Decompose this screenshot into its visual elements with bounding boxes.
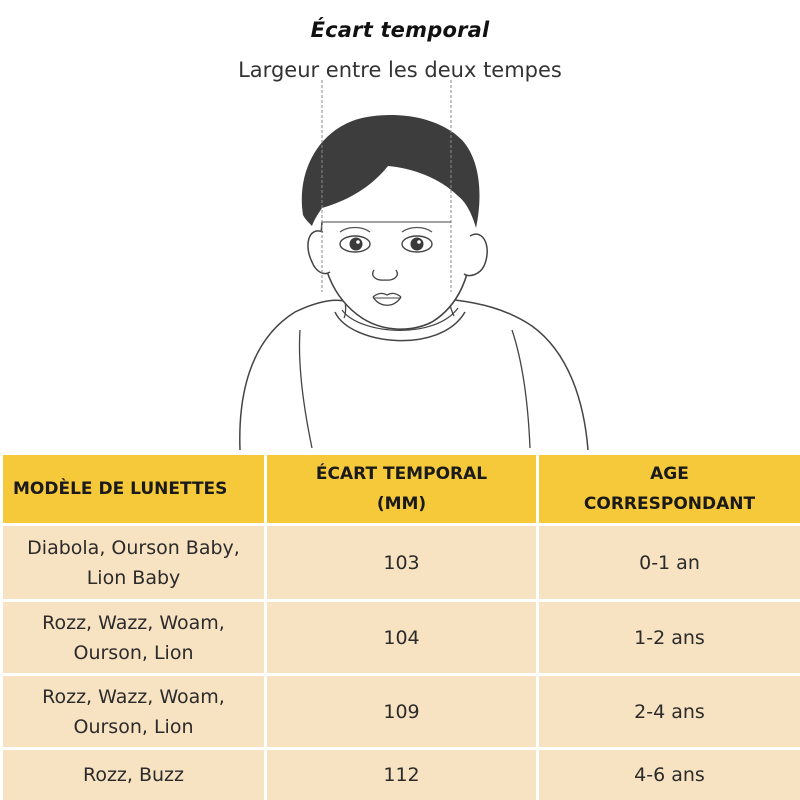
model-text: Rozz, Wazz, Woam,: [42, 685, 225, 708]
table-row: [2, 749, 800, 800]
header-age-label: AGE: [650, 464, 689, 484]
mm-cell: 109: [266, 675, 538, 749]
sweater-outline: [240, 300, 352, 450]
right-pupil: [411, 238, 424, 251]
age-cell: 2-4 ans: [538, 675, 800, 749]
sweater-outline-right: [455, 300, 588, 450]
right-eye-glint: [417, 240, 421, 244]
model-cell: [2, 601, 266, 675]
table-row: [2, 525, 800, 601]
size-table: [0, 452, 800, 800]
table-header-row: [2, 454, 800, 525]
left-eye-glint: [356, 240, 360, 244]
header-age-label-2: CORRESPONDANT: [583, 494, 756, 514]
age-cell: 4-6 ans: [538, 749, 800, 800]
header-temporal-label: ÉCART TEMPORAL: [315, 464, 488, 484]
model-text: Rozz, Wazz, Woam,: [42, 611, 225, 634]
table-row: [2, 601, 800, 675]
model-text: Ourson, Lion: [73, 715, 194, 738]
sweater-left-sleeve: [300, 330, 313, 448]
table-row: [2, 675, 800, 749]
model-text: Rozz, Buzz: [82, 764, 185, 786]
model-cell: [2, 675, 266, 749]
model-cell: [2, 749, 266, 800]
model-text: Diabola, Ourson Baby,: [27, 536, 240, 559]
model-text: Ourson, Lion: [73, 641, 194, 664]
page-subtitle: Largeur entre les deux tempes: [238, 58, 562, 82]
header-model-label: MODÈLE DE LUNETTES: [13, 479, 228, 499]
header-age: [538, 454, 800, 525]
hair: [302, 115, 480, 228]
age-cell: 1-2 ans: [538, 601, 800, 675]
sweater-right-sleeve: [512, 330, 530, 448]
mm-cell: 104: [266, 601, 538, 675]
page-title: Écart temporal: [310, 18, 490, 42]
mm-cell: 103: [266, 525, 538, 601]
header-temporal-unit: (MM): [376, 494, 427, 514]
model-cell: [2, 525, 266, 601]
left-pupil: [350, 238, 363, 251]
mm-cell: 112: [266, 749, 538, 800]
age-cell: 0-1 an: [538, 525, 800, 601]
header-temporal: [266, 454, 538, 525]
header-model: [2, 454, 266, 525]
model-text: Lion Baby: [86, 566, 181, 589]
